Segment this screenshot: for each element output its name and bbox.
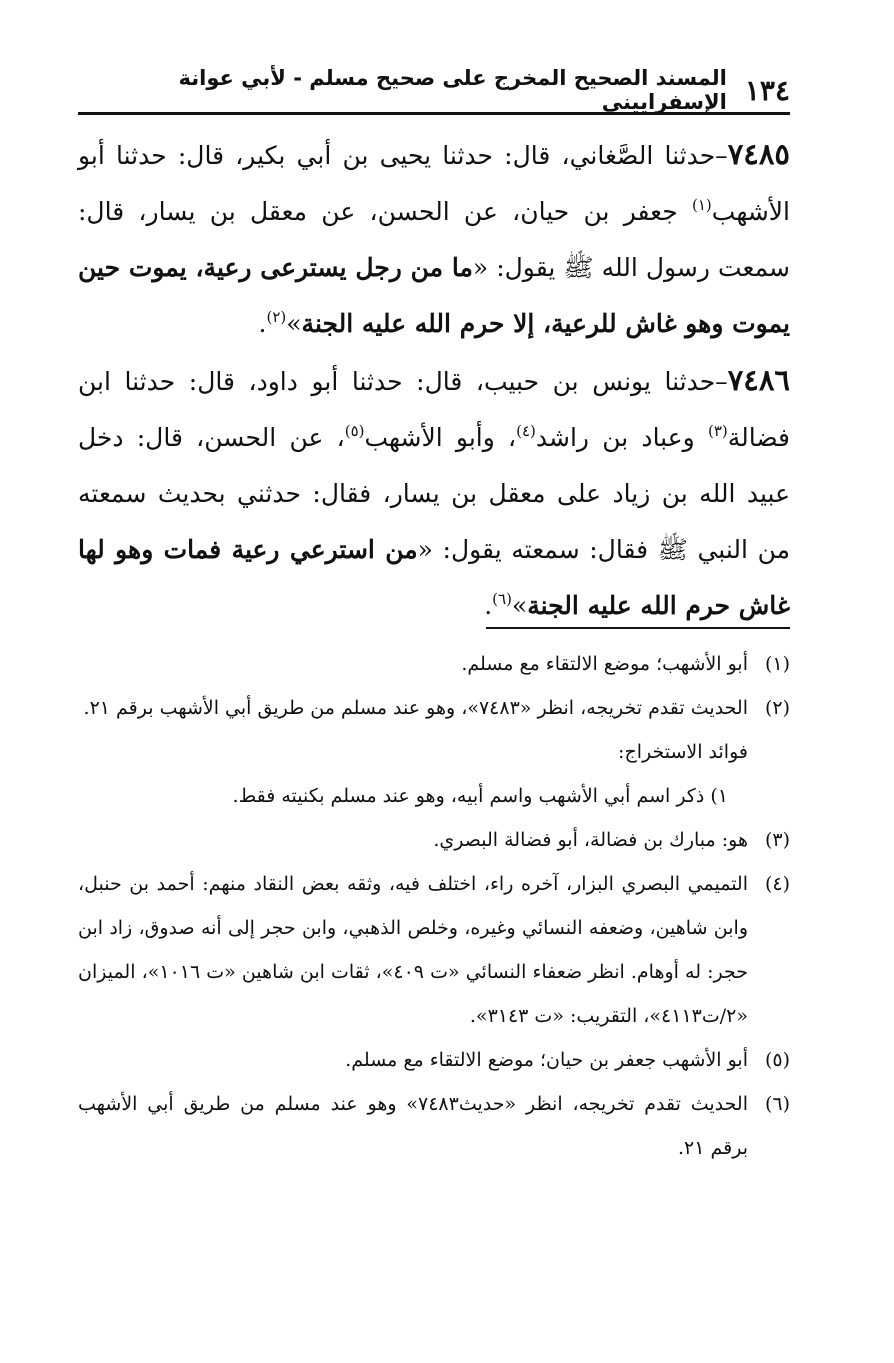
footnote-6 <box>78 1082 790 1170</box>
footnote-number: (٣) <box>764 829 790 851</box>
isnad-text: –حدثنا يونس بن حبيب، قال: حدثنا أبو داود، قال: حدثنا ابن فضالة <box>78 367 791 452</box>
isnad-text: وعباد بن راشد <box>535 423 708 452</box>
matn-text: ما من رجل يسترعى رعية، يموت حين يموت وهو غاش للرعية، إلا حرم الله عليه الجنة <box>78 253 790 338</box>
running-title: المسند الصحيح المخرج على صحيح مسلم - لأبي عوانة الإسفراييني <box>178 66 727 114</box>
footnote-number: (٦) <box>764 1093 790 1115</box>
footnote-ref: (٤) <box>516 422 536 440</box>
footnote-number: (١) <box>764 653 790 675</box>
footnote-subitem: ١) ذكر اسم أبي الأشهب واسم أبيه، وهو عند مسلم بكنيته فقط. <box>232 785 728 807</box>
quote-close: » <box>286 309 302 338</box>
footnote-separator <box>486 627 790 629</box>
footnote-ref: (٢) <box>266 308 287 326</box>
footnote-ref: (٣) <box>707 422 728 440</box>
period: . <box>258 309 267 338</box>
header-rule <box>78 112 790 115</box>
footnote-number: (٢) <box>764 697 790 719</box>
footnotes <box>78 642 790 1170</box>
hadith-7485 <box>78 126 790 352</box>
period: . <box>484 591 493 620</box>
footnote-2 <box>78 686 790 730</box>
isnad-text: ، وأبو الأشهب <box>364 423 517 452</box>
page-number: ١٣٤ <box>744 73 790 107</box>
footnote-number: (٤) <box>764 873 790 895</box>
hadith-number: ٧٤٨٥ <box>727 137 790 171</box>
footnote-text: الحديث تقدم تخريجه، انظر «حديث٧٤٨٣» وهو عند مسلم من طريق أبي الأشهب برقم ٢١. <box>78 1093 748 1159</box>
footnote-text: التميمي البصري البزار، آخره راء، اختلف فيه، وثقه بعض النقاد منهم: أحمد بن حنبل، وابن شاهين، وضعفه النسائي وغيره، وخلص الذهبي، وابن حجر إلى أنه صدوق، زاد ابن حجر: له أوهام. انظر ضعفاء النسائي «ت ٤٠٩»، ثقات ابن شاهين «ت ١٠١٦»، الميزان «٢/ت٤١١٣»، التقريب: «ت ٣١٤٣». <box>78 873 748 1027</box>
footnote-text: الحديث تقدم تخريجه، انظر «٧٤٨٣»، وهو عند مسلم من طريق أبي الأشهب برقم ٢١. <box>83 697 748 719</box>
footnote-text: أبو الأشهب؛ موضع الالتقاء مع مسلم. <box>461 653 748 675</box>
footnote-4 <box>78 862 790 1038</box>
footnote-1 <box>78 642 790 686</box>
matn-text: من استرعي رعية فمات وهو لها غاش حرم الله عليه الجنة <box>78 535 790 620</box>
main-text <box>78 126 790 634</box>
page-header <box>78 66 790 114</box>
isnad-text: ، عن الحسن، قال: دخل عبيد الله بن زياد على معقل بن يسار، فقال: حدثني بحديث سمعته من النبي ﷺ فقال: سمعته يقول: « <box>78 423 790 564</box>
footnote-text: هو: مبارك بن فضالة، أبو فضالة البصري. <box>433 829 748 851</box>
isnad-text: جعفر بن حيان، عن الحسن، عن معقل بن يسار، قال: سمعت رسول الله ﷺ يقول: « <box>78 197 790 282</box>
footnote-subheading: فوائد الاستخراج: <box>618 741 748 763</box>
footnote-5 <box>78 1038 790 1082</box>
footnote-ref: (٦) <box>492 590 512 608</box>
quote-close: » <box>511 591 528 620</box>
hadith-number: ٧٤٨٦ <box>727 363 790 397</box>
footnote-ref: (١) <box>691 196 712 214</box>
footnote-number: (٥) <box>764 1049 790 1071</box>
footnote-3 <box>78 818 790 862</box>
hadith-7486 <box>78 352 790 634</box>
footnote-text: أبو الأشهب جعفر بن حيان؛ موضع الالتقاء مع مسلم. <box>345 1049 748 1071</box>
footnote-ref: (٥) <box>344 422 365 440</box>
isnad-text: –حدثنا الصَّغاني، قال: حدثنا يحيى بن أبي بكير، قال: حدثنا أبو الأشهب <box>78 141 790 226</box>
